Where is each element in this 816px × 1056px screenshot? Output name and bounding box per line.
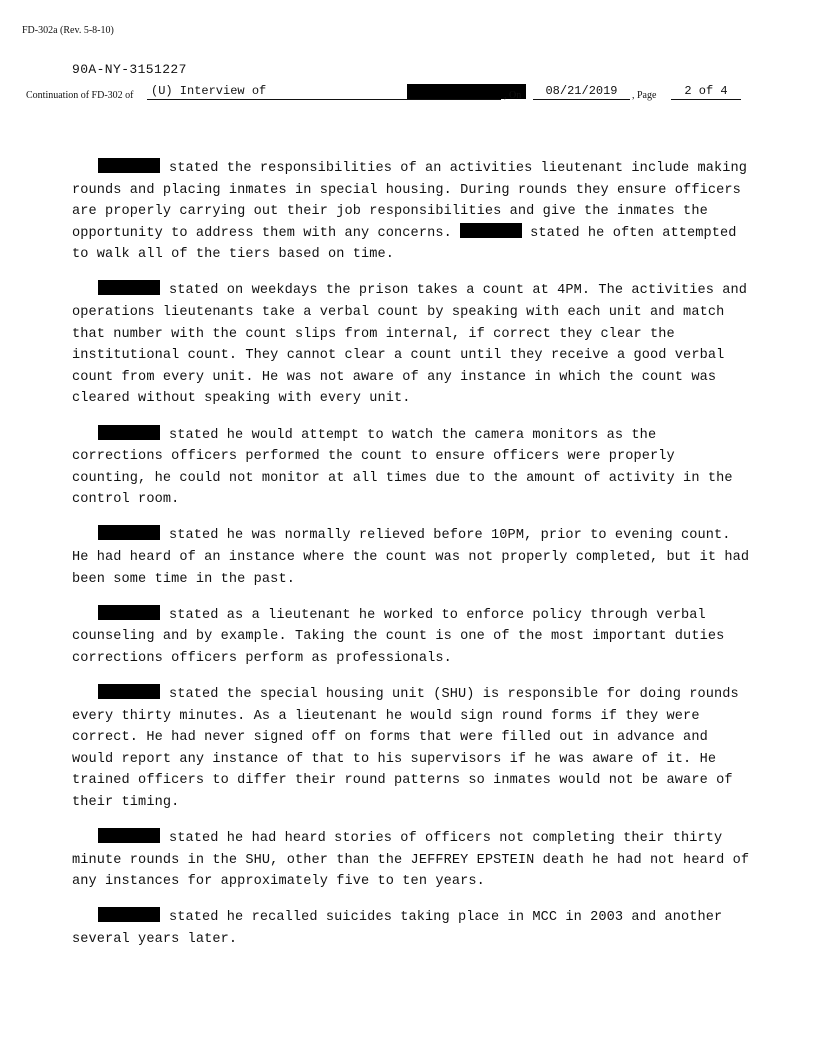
redaction-box: [98, 684, 160, 699]
continuation-label: Continuation of FD-302 of: [26, 90, 134, 101]
paragraph: [72, 684, 752, 814]
on-label: , On: [504, 90, 522, 101]
paragraph-text: stated on weekdays the prison takes a count at 4PM. The activities and operations lieutenants take a verbal count by speaking with each unit and match that number with the count slips from internal, if correct they clear the institutional count. They cannot clear a count until they receive a good verbal count from every unit. He was not aware of any instance in which the count was cleared without speaking with every unit.: [72, 283, 748, 407]
redaction-box: [98, 158, 160, 173]
page-number-field: 2 of 4: [671, 84, 741, 100]
redaction-box: [98, 280, 160, 295]
case-number: 90A-NY-3151227: [72, 62, 187, 77]
subject-text: (U) Interview of: [151, 84, 267, 98]
date-field: 08/21/2019: [533, 84, 630, 100]
redaction-box: [98, 907, 160, 922]
paragraph: [72, 907, 752, 950]
paragraph-text: stated the special housing unit (SHU) is responsible for doing rounds every thirty minutes. As a lieutenant he would sign round forms if they were correct. He had never signed off on forms that were filled out in advance and would report any instance of that to his supervisors if he was aware of it. He trained officers to differ their round patterns so inmates would not be aware of their timing.: [72, 686, 739, 810]
paragraph: [72, 158, 752, 266]
redaction-box: [460, 223, 522, 238]
paragraph: [72, 828, 752, 893]
paragraph: [72, 280, 752, 410]
paragraph-text: stated he was normally relieved before 10PM, prior to evening count. He had heard of an instance where the count was not properly completed, but it had been some time in the past.: [72, 528, 750, 587]
redaction-box: [98, 525, 160, 540]
paragraph-text: stated he had heard stories of officers not completing their thirty minute rounds in the SHU, other than the JEFFREY EPSTEIN death he had not heard of any instances for approximately five to ten years.: [72, 831, 750, 890]
form-id: FD-302a (Rev. 5-8-10): [22, 25, 114, 36]
paragraph-text: stated he would attempt to watch the camera monitors as the corrections officers performed the count to ensure officers were properly counting, he could not monitor at all times due to the amount of activity in the control room.: [72, 427, 733, 508]
page-label: , Page: [632, 90, 657, 101]
paragraph-text: stated he recalled suicides taking place in MCC in 2003 and another several years later.: [72, 910, 723, 947]
redaction-box: [98, 425, 160, 440]
subject-field: [147, 84, 501, 100]
paragraph-text: stated as a lieutenant he worked to enforce policy through verbal counseling and by example. Taking the count is one of the most important duties corrections officers perform as professionals.: [72, 607, 725, 666]
paragraph: [72, 605, 752, 670]
redaction-box: [98, 605, 160, 620]
paragraph: [72, 525, 752, 590]
paragraph: [72, 425, 752, 511]
continuation-line: [26, 84, 766, 104]
redaction-box: [98, 828, 160, 843]
paragraph-text-after: stated he often attempted to walk all of the tiers based on time.: [72, 225, 737, 263]
paragraph-text: stated the responsibilities of an activities lieutenant include making rounds and placing inmates in special housing. During rounds they ensure officers are properly carrying out their job responsibilities and give the inmates the opportunity to address them with any concerns.: [72, 161, 748, 241]
document-body: [72, 158, 752, 965]
